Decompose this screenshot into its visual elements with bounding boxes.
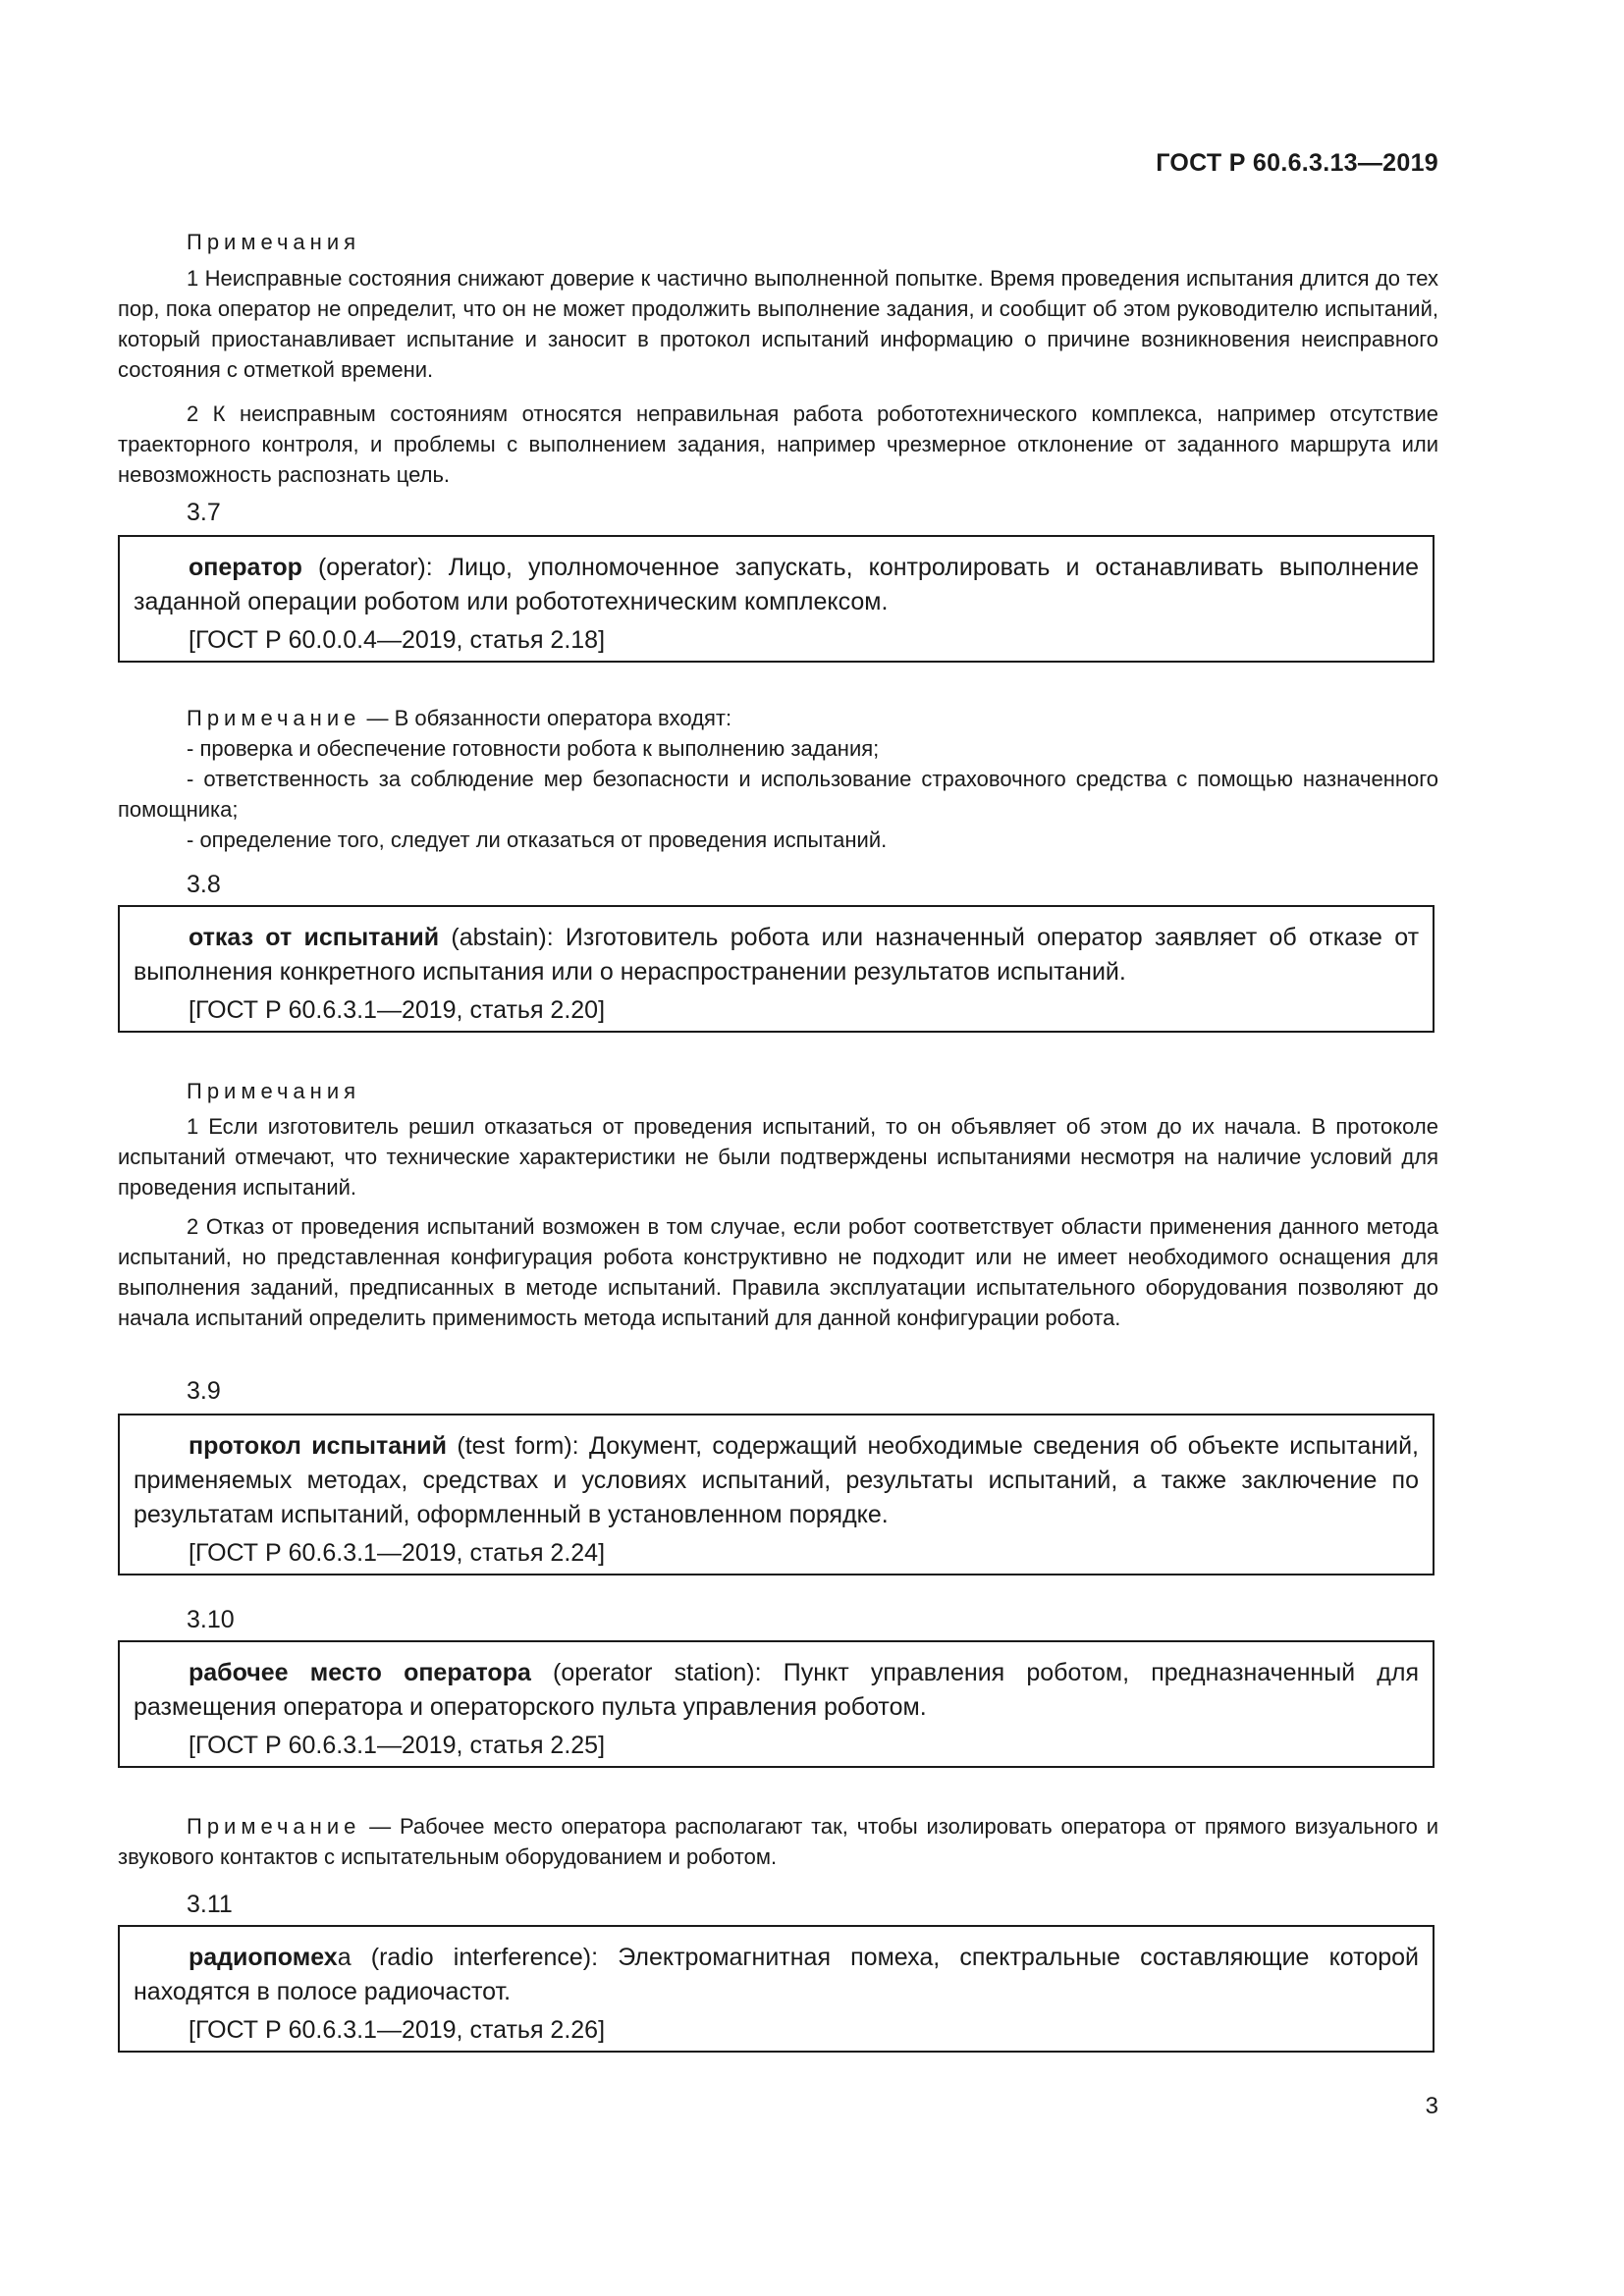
term-text: Лицо, уполномоченное запускать, контролировать и останавливать выполнение заданной операции роботом или робототехническим комплексом. bbox=[134, 554, 1419, 615]
note-title: Примечание bbox=[187, 1814, 361, 1839]
note-paragraph: 1 Неисправные состояния снижают доверие к частично выполненной попытке. Время проведения испытания длится до тех пор, пока оператор не определит, что он не может продолжить выполнение задания, и сообщит об этом руководителю испытаний, который приостанавливает испытание и заносит в протокол испытаний информацию о причине возникновения неисправного состояния с отметкой времени. bbox=[118, 266, 1438, 382]
term-english: (abstain): bbox=[439, 924, 566, 951]
term-number: 3.11 bbox=[187, 1891, 233, 1918]
note-lead-text: — В обязанности оператора входят: bbox=[360, 706, 732, 730]
note-text: — Рабочее место оператора располагают так, чтобы изолировать оператора от прямого визуального и звукового контактов с испытательным оборудованием и роботом. bbox=[118, 1814, 1438, 1869]
term-number: 3.8 bbox=[187, 871, 221, 898]
note-paragraph bbox=[118, 1811, 1438, 1872]
term-number: 3.7 bbox=[187, 499, 221, 526]
term-text: Электромагнитная помеха, спектральные составляющие которой находятся в полосе радиочастот. bbox=[134, 1944, 1419, 2005]
note-title: Примечание bbox=[187, 706, 361, 730]
term-name: оператор bbox=[189, 554, 302, 581]
list-item: - проверка и обеспечение готовности робота к выполнению задания; bbox=[187, 736, 880, 761]
term-name: радиопомех bbox=[189, 1944, 338, 1971]
term-definition bbox=[134, 1656, 1419, 1725]
term-box bbox=[118, 905, 1435, 1033]
term-definition bbox=[134, 921, 1419, 989]
notes-title: Примечания bbox=[187, 230, 361, 254]
term-definition bbox=[134, 551, 1419, 619]
term-box bbox=[118, 535, 1435, 663]
term-reference: [ГОСТ Р 60.6.3.1—2019, статья 2.24] bbox=[189, 1539, 606, 1567]
term-text: Документ, содержащий необходимые сведения об объекте испытаний, применяемых методах, средствах и условиях испытаний, результаты испытаний, а также заключение по результатам испытаний, оформленный в установленном порядке. bbox=[134, 1432, 1419, 1528]
term-box bbox=[118, 1414, 1435, 1575]
term-english: (operator station): bbox=[530, 1659, 784, 1686]
term-text: Изготовитель робота или назначенный оператор заявляет об отказе от выполнения конкретного испытания или о нераспространении результатов испытаний. bbox=[134, 924, 1420, 986]
list-item: - ответственность за соблюдение мер безопасности и использование страховочного средства с помощью назначенного помощника; bbox=[118, 767, 1438, 822]
term-english: (test form): bbox=[447, 1432, 589, 1460]
note-lead bbox=[187, 703, 731, 733]
term-reference: [ГОСТ Р 60.6.3.1—2019, статья 2.26] bbox=[189, 2016, 606, 2044]
note-paragraph: 1 Если изготовитель решил отказаться от проведения испытаний, то он объявляет об этом до их начала. В протоколе испытаний отмечают, что технические характеристики не были подтверждены испытаниями несмотря на наличие условий для проведения испытаний. bbox=[118, 1114, 1438, 1200]
page-number: 3 bbox=[1425, 2093, 1438, 2119]
term-name: протокол испытаний bbox=[189, 1432, 447, 1460]
term-name: рабочее место оператора bbox=[189, 1659, 531, 1686]
document-header: ГОСТ Р 60.6.3.13—2019 bbox=[1156, 149, 1438, 177]
list-item: - определение того, следует ли отказаться от проведения испытаний. bbox=[187, 828, 888, 852]
notes-title: Примечания bbox=[187, 1079, 361, 1103]
term-box bbox=[118, 1925, 1435, 2053]
term-number: 3.10 bbox=[187, 1606, 235, 1633]
term-definition bbox=[134, 1429, 1419, 1532]
note-paragraph: 2 К неисправным состояниям относятся неправильная работа робототехнического комплекса, например отсутствие траекторного контроля, и проблемы с выполнением задания, например чрезмерное отклонение от заданного маршрута или невозможность распознать цель. bbox=[118, 401, 1438, 487]
term-text: Пункт управления роботом, предназначенный для размещения оператора и операторского пульта управления роботом. bbox=[134, 1659, 1420, 1721]
term-english: (radio interference): bbox=[351, 1944, 619, 1971]
term-reference: [ГОСТ Р 60.6.3.1—2019, статья 2.20] bbox=[189, 996, 606, 1024]
note-paragraph: 2 Отказ от проведения испытаний возможен в том случае, если робот соответствует области применения данного метода испытаний, но представленная конфигурация робота конструктивно не подходит или не имеет необходимого оснащения для выполнения заданий, предписанных в методе испытаний. Правила эксплуатации испытательного оборудования позволяют до начала испытаний определить применимость метода испытаний для данной конфигурации робота. bbox=[118, 1214, 1438, 1330]
term-box bbox=[118, 1640, 1435, 1768]
term-english: (operator): bbox=[301, 554, 449, 581]
term-name-suffix: а bbox=[337, 1944, 352, 1971]
term-reference: [ГОСТ Р 60.0.0.4—2019, статья 2.18] bbox=[189, 626, 606, 654]
term-number: 3.9 bbox=[187, 1377, 221, 1405]
term-reference: [ГОСТ Р 60.6.3.1—2019, статья 2.25] bbox=[189, 1732, 606, 1759]
term-definition bbox=[134, 1941, 1419, 2009]
term-name: отказ от испытаний bbox=[189, 924, 440, 951]
